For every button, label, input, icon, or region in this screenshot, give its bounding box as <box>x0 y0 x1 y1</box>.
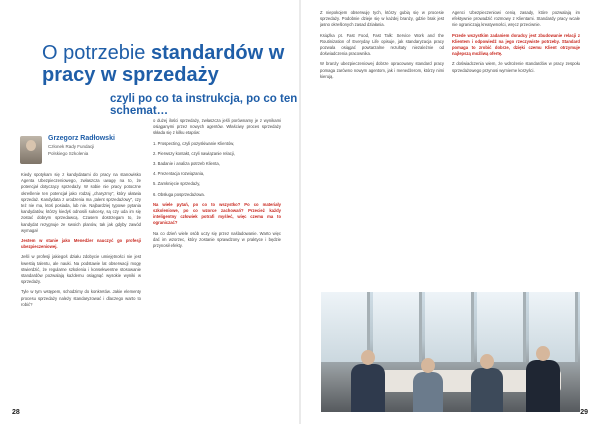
paragraph: Jeśli w profesji jakiegoś działu zdobycie umiejętności nie jest kwestią talentu, ale nauki. Na podstawie lat obserwacji mogę stwierdzić, że regularne szkolenia i konsekwentne stosowanie standardów pozwalają każdemu osiągnąć wysokie wyniki w sprzedaży. <box>21 254 141 285</box>
person <box>526 360 560 412</box>
left-column-2 <box>153 118 281 408</box>
paragraph: W branży ubezpieczeniowej dobrze opracowany standard pracy pomaga zarówno nowym agentom, jak i menedżerom, którzy nimi kierują. <box>320 61 444 79</box>
page-number-right: 29 <box>580 409 588 416</box>
person <box>413 372 443 412</box>
paragraph: Na co dzień wiele osób uczy się przez naśladowanie. Warto więc dać im wzorzec, który zostanie sprawdzony w praktyce i będzie przynosił efekty. <box>153 230 281 249</box>
paragraph: o dużej ilości sprzedaży, zwłaszcza jeśli porównamy je z wynikami osiąganymi przez nowych agentów. Właściwy proces sprzedaży składa się z kilku etapów: <box>153 118 281 136</box>
article-title-bold: standardów w pracy w sprzedaży <box>42 42 285 86</box>
article-title-lead: O potrzebie <box>42 42 151 64</box>
article-title <box>42 42 292 86</box>
paragraph: Agenci Ubezpieczeniowi cenią zasady, które pozwalają im efektywnie prowadzić rozmowy z Klientami. Standardy pracy wcale nie ograniczają kreatywności, wręcz przeciwnie. <box>452 10 580 28</box>
office-meeting-photo <box>321 292 580 412</box>
list-item: 5. Zamknięcie sprzedaży, <box>153 181 201 187</box>
list-item: 4. Prezentacja rozwiązania, <box>153 171 205 177</box>
highlight-paragraph: Przede wszystkim zadaniem doradcy jest zbudowanie relacji z Klientem i odpowiedź na jego rzeczywiste potrzeby. Standard pomaga to zrobić dobrze, dzięki czemu Klient otrzymuje najlepszą możliwą ofertę. <box>452 32 580 57</box>
page-spine <box>299 0 301 424</box>
paragraph: Tyle w tym wstępem, schodzimy do konkretów. Jakie elementy procesu sprzedaży należy standaryzować i dlaczego warto to robić? <box>21 289 141 307</box>
person <box>471 368 503 412</box>
paragraph: Z niepokojem obserwuję tych, którzy gubią się w procesie sprzedaży. Podobnie dzieje się w każdej branży, gdzie brak jest jasno określonych zasad działania. <box>320 10 444 28</box>
list-item: 2. Pierwszy kontakt, czyli nawiązanie relacji, <box>153 150 235 156</box>
list-item: 6. Obsługa posprzedażowa. <box>153 191 205 197</box>
right-column-2 <box>452 10 580 280</box>
paragraph: Książka pt. Fast Food, Fast Talk: Service Work and the Routinization of Everyday Life opisuje, jak standaryzacja pracy pozwala osiągać powtarzalne rezultaty niezależnie od doświadczenia pracownika. <box>320 32 444 57</box>
author-company: Polskiego Szkolenia <box>48 151 89 156</box>
right-column-1 <box>320 10 444 280</box>
author-role: Członek Rady Fundacji <box>48 144 95 149</box>
left-column-1 <box>21 172 141 408</box>
list-item: 1. Prospecting, czyli pozyskiwanie Klientów, <box>153 140 235 146</box>
page-number-left: 28 <box>12 409 20 416</box>
person <box>351 364 385 412</box>
author-name: Grzegorz Radłowski <box>48 135 115 142</box>
list-item: 3. Badanie i analiza potrzeb Klienta, <box>153 161 220 167</box>
paragraph: Kiedy spotykam się z kandydatami do pracy na stanowisko Agenta Ubezpieczeniowego, zwłaszcza uwagę na to, że potencjał dotyczący sprzedaży. W sobie nie pracy potoczne określenie ten potencjał jako rodzaj „charyzmy”, który ułatwia sprzedaż. Kandydata z urodzenia ma „talent sprzedażowy”, czy też nie ma, ktoś posiada, lub nie. Najbardziej typowe pytania kandydatów, którzy kiedyś odnosili sukcesy, są czy uda im się zostać dobrym sprzedawcą. Czasem dostrzegam to, że kandydat rezygnuje ze swoich planów, tak jak gdyby zawód wymagał <box>21 172 141 233</box>
author-avatar <box>20 136 42 164</box>
window <box>425 292 474 362</box>
right-page <box>300 0 600 424</box>
window <box>477 292 526 362</box>
highlight-paragraph: Na wiele pytań, po co to wszystko? Po co materiały szkoleniowe, po co wzorce zachowań? Przecież każdy inteligentny człowiek potrafi myśleć, więc czemu ma to ograniczać? <box>153 201 281 226</box>
paragraph: Z doświadczenia wiem, że wdrożenie standardów w pracy zespołu sprzedażowego przynosi wymierne korzyści. <box>452 61 580 73</box>
window <box>373 292 422 362</box>
highlight-paragraph: Jestem w stanie jako Menedżer nauczyć go profesji ubezpieczeniowej. <box>21 238 141 250</box>
article-subtitle: czyli po co ta instrukcja, po co ten schemat… <box>110 93 298 117</box>
